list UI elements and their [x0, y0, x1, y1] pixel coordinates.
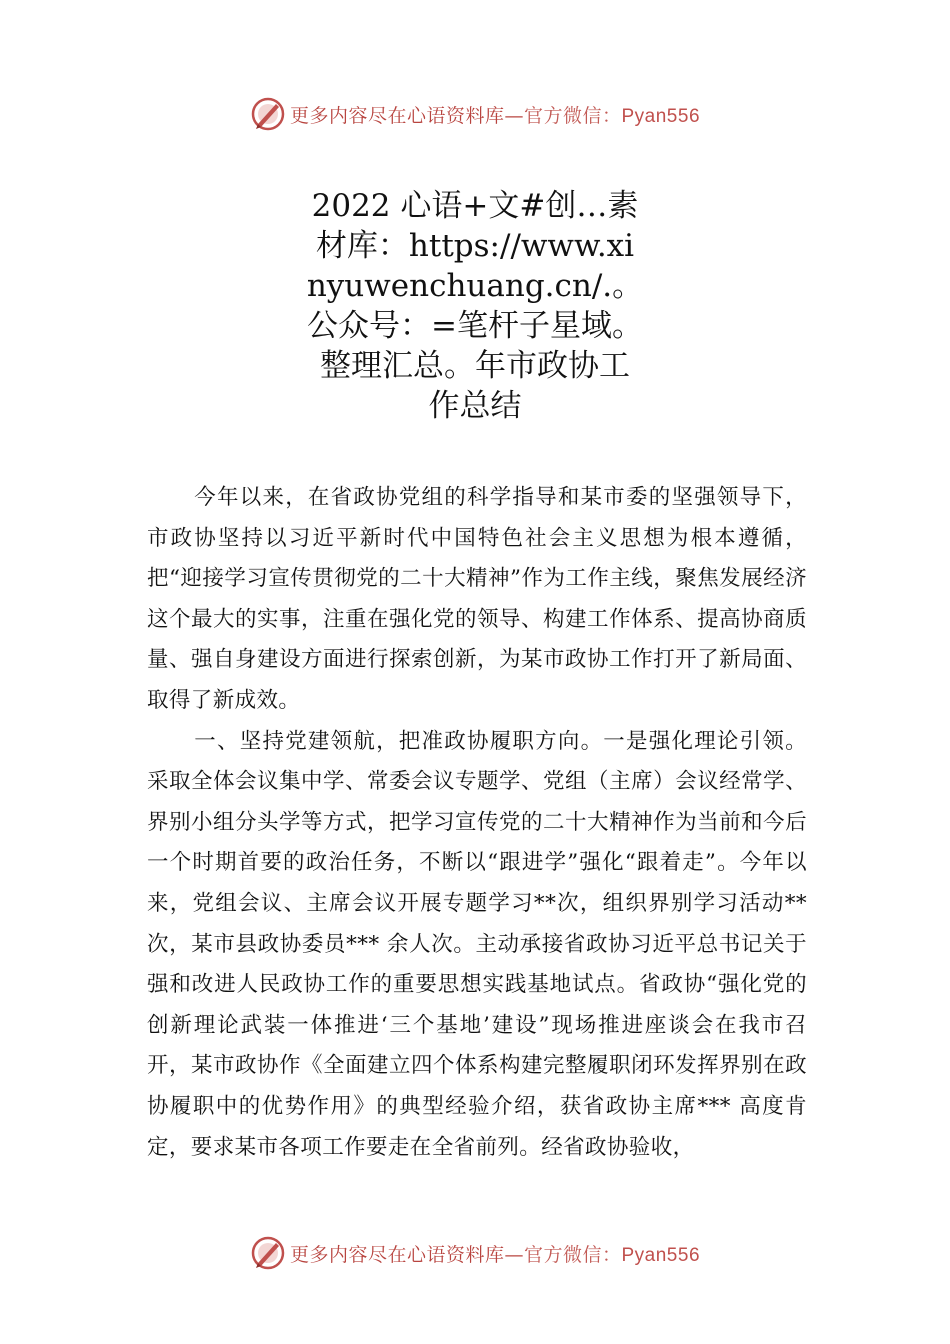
banner-text: 更多内容尽在心语资料库—官方微信：Pyan556: [289, 104, 701, 127]
title-line: nyuwenchuang.cn/.。: [306, 268, 644, 304]
title-line: 整理汇总。年市政协工: [320, 348, 630, 384]
title-line: 2022 心语+文#创…素: [311, 188, 639, 224]
document-body: [147, 478, 807, 1168]
banner-text: 更多内容尽在心语资料库—官方微信：Pyan556: [289, 1243, 701, 1266]
pen-seal-icon: [250, 96, 286, 132]
paragraph-section-1: 一、坚持党建领航，把准政协履职方向。一是强化理论引领。采取全体会议集中学、常委会议专题学、党组（主席）会议经常学、界别小组分头学等方式，把学习宣传党的二十大精神作为当前和今后一个时期首要的政治任务，不断以“跟进学”强化“跟着走”。今年以来，党组会议、主席会议开展专题学习**次，组织界别学习活动**次，某市县政协委员*** 余人次。主动承接省政协习近平总书记关于强和改进人民政协工作的重要思想实践基地试点。省政协“强化党的创新理论武装一体推进‘三个基地’建设”现场推进座谈会在我市召开，某市政协作《全面建立四个体系构建完整履职闭环发挥界别在政协履职中的优势作用》的典型经验介绍，获省政协主席*** 高度肯定，要求某市各项工作要走在全省前列。经省政协验收，: [147, 728, 807, 1160]
pen-seal-icon: [250, 1235, 286, 1271]
footer-banner: [0, 1233, 950, 1273]
paragraph-intro: 今年以来，在省政协党组的科学指导和某市委的坚强领导下，市政协坚持以习近平新时代中国特色社会主义思想为根本遵循，把“迎接学习宣传贯彻党的二十大精神”作为工作主线，聚焦发展经济这个最大的实事，注重在强化党的领导、构建工作体系、提高协商质量、强自身建设方面进行探索创新，为某市政协工作打开了新局面、取得了新成效。: [147, 485, 807, 713]
document-title: [0, 186, 950, 426]
header-banner: [0, 94, 950, 134]
title-line: 材库：https://www.xi: [315, 228, 635, 264]
title-line: 公众号：=笔杆子星域。: [307, 308, 643, 344]
title-line: 作总结: [428, 388, 522, 424]
